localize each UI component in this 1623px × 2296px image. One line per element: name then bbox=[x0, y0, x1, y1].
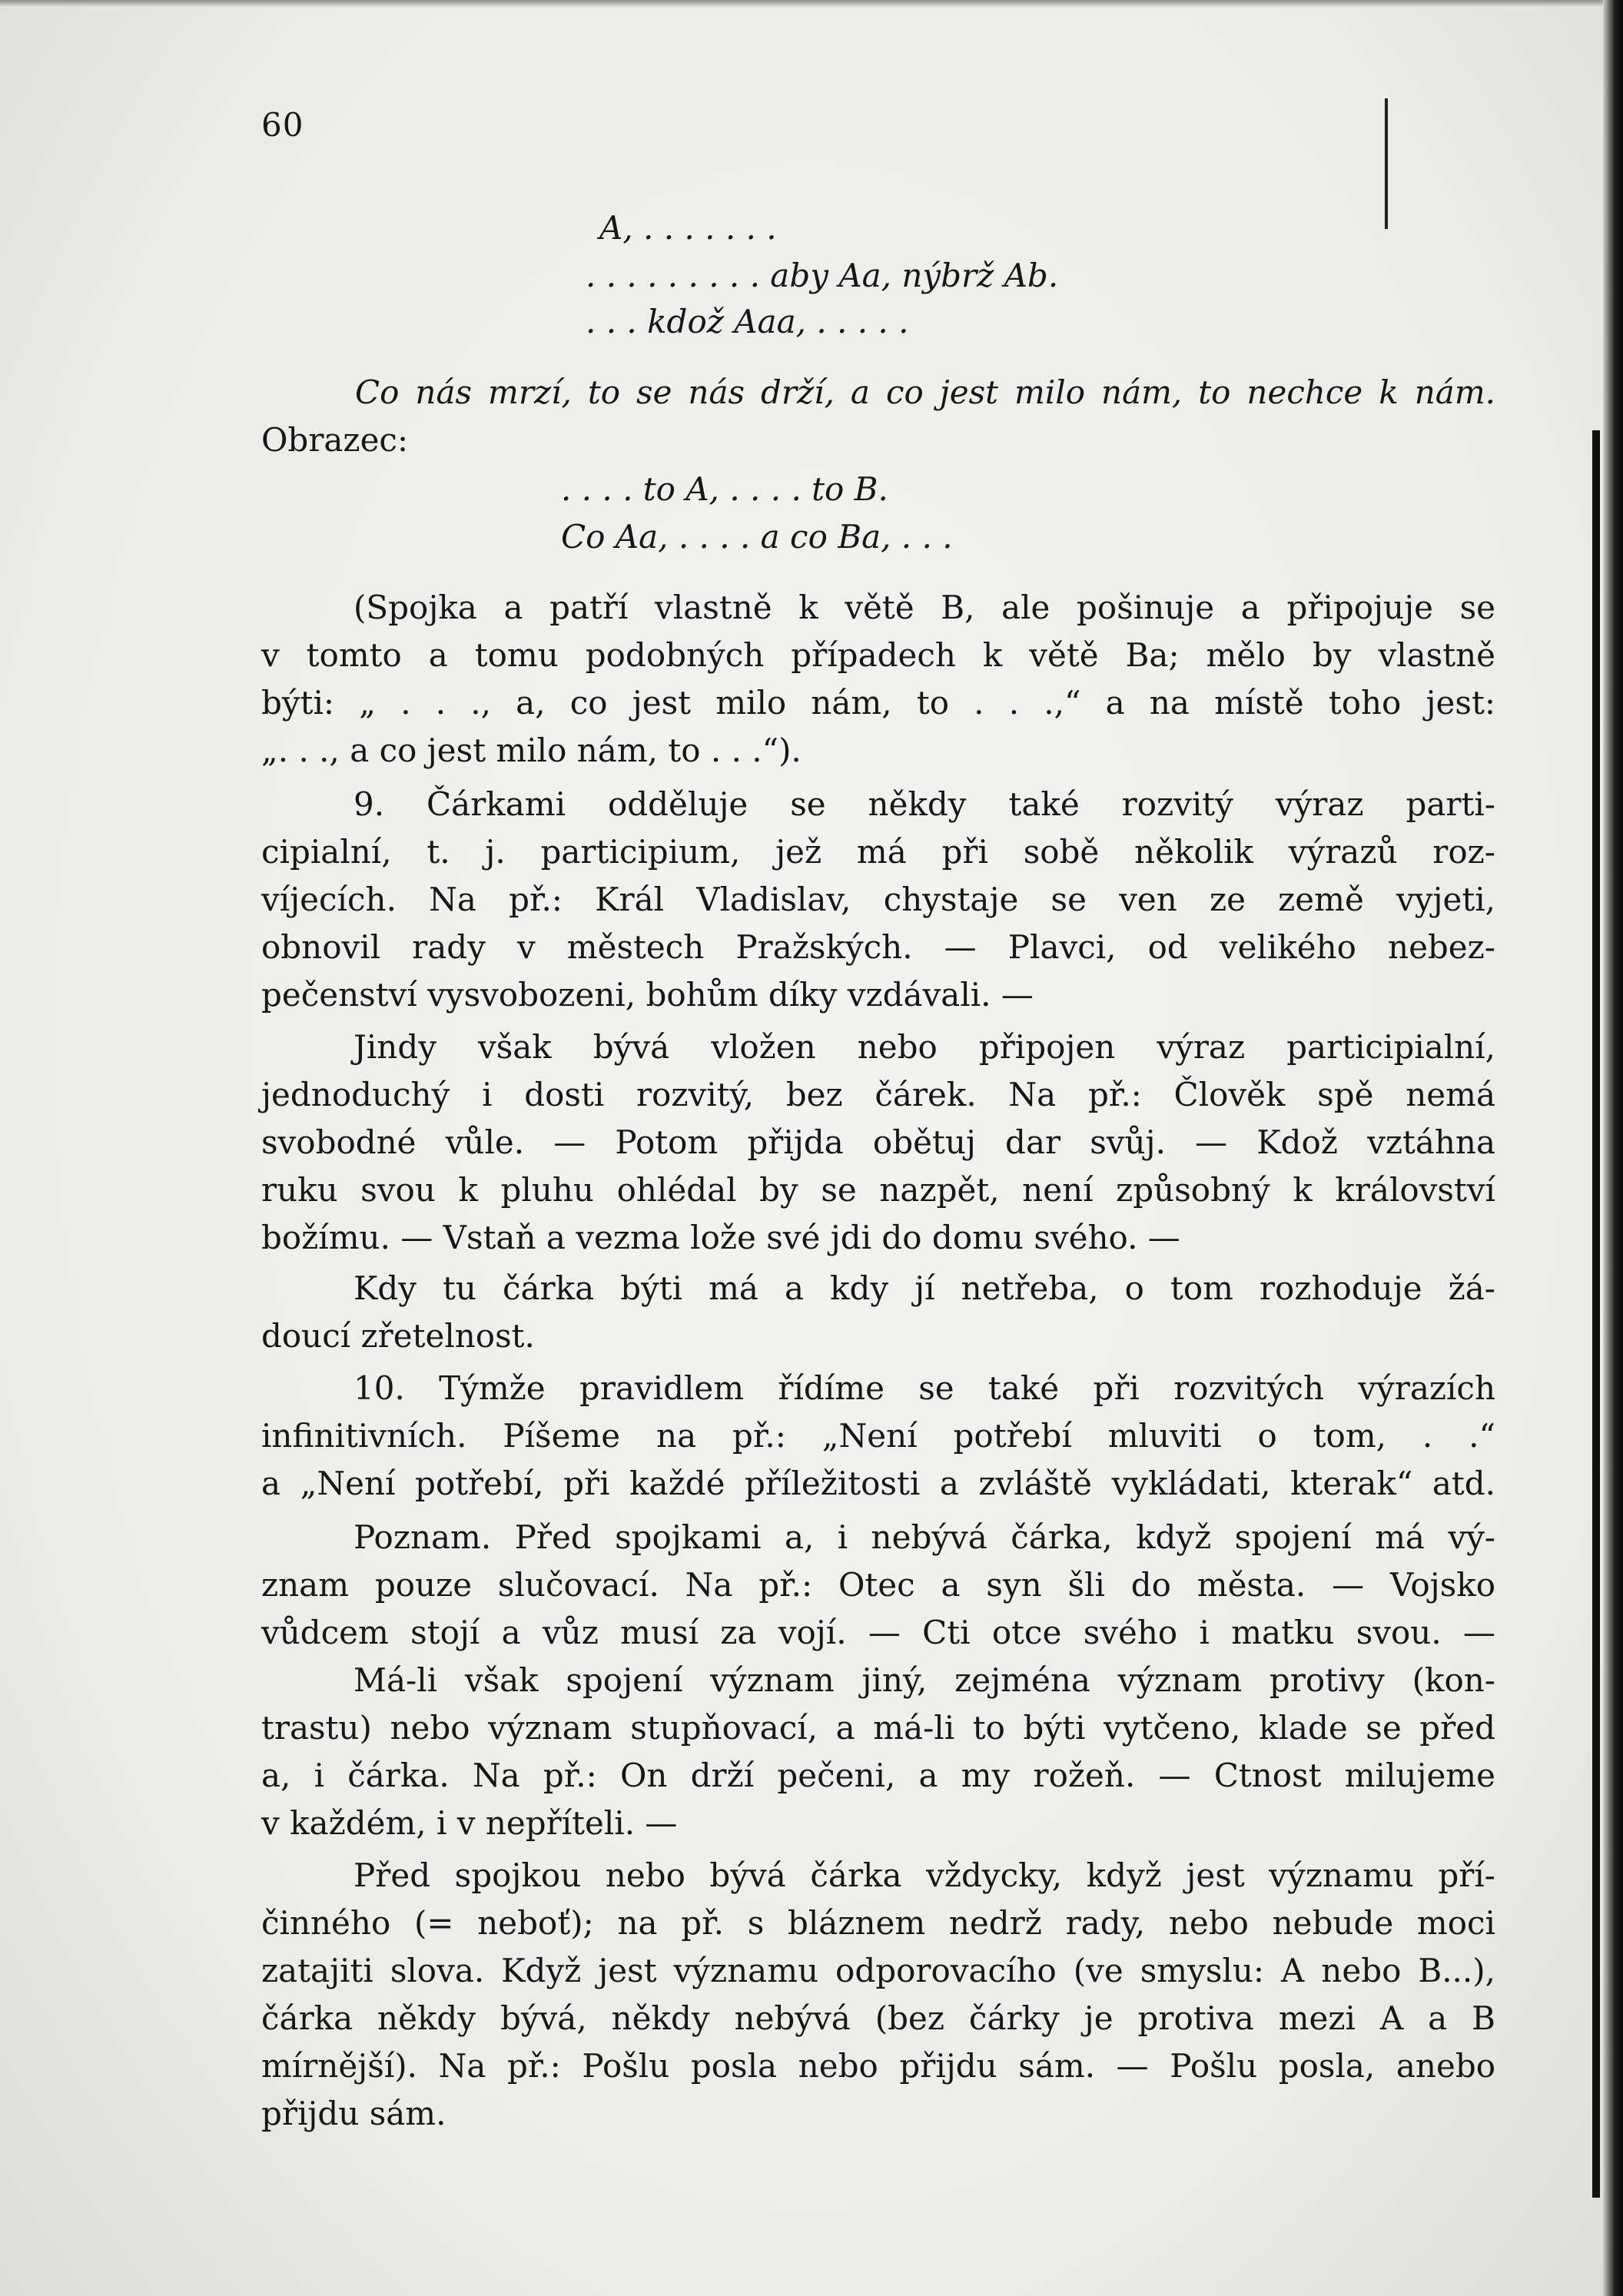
text-line: v tomto a tomu podobných případech k větě Ba; mělo by vlastně bbox=[261, 636, 1495, 674]
note-line: Má-li však spojení význam jiný, zejména význam protivy (kon- bbox=[353, 1661, 1495, 1699]
text-line: ruku svou k pluhu ohlédal by se nazpět, není způsobný k království bbox=[261, 1171, 1495, 1209]
note-line: přijdu sám. bbox=[261, 2095, 446, 2132]
note-line: čárka někdy bývá, někdy nebývá (bez čárky je protiva mezi A a B bbox=[261, 1999, 1495, 2037]
note-line: a, i čárka. Na př.: On drží pečeni, a my rožeň. — Ctnost milujeme bbox=[261, 1757, 1495, 1794]
text-line: svobodné vůle. — Potom přijda obětuj dar svůj. — Kdož vztáhna bbox=[261, 1123, 1495, 1161]
binding-shadow bbox=[1592, 430, 1600, 2198]
proverb-line: Co nás mrzí, to se nás drží, a co jest milo nám, to nechce k nám. bbox=[355, 373, 1495, 411]
text-line: božímu. — Vstaň a vezma lože své jdi do domu svého. — bbox=[261, 1219, 1180, 1256]
note-line: trastu) nebo význam stupňovací, a má-li to býti vytčeno, klade se před bbox=[261, 1709, 1495, 1747]
schema-line: . . . . . . . . . aby Aa, nýbrž Ab. bbox=[586, 257, 1059, 294]
margin-mark bbox=[1385, 98, 1388, 229]
text-line: doucí zřetelnost. bbox=[261, 1317, 535, 1355]
text-line: obnovil rady v městech Pražských. — Plavci, od velikého nebez- bbox=[261, 928, 1495, 966]
schema-line: Co Aa, . . . . a co Ba, . . . bbox=[561, 518, 953, 556]
text-line: víjecích. Na př.: Král Vladislav, chystaje se ven ze země vyjeti, bbox=[261, 881, 1495, 918]
note-line: mírnější). Na př.: Pošlu posla nebo přijdu sám. — Pošlu posla, anebo bbox=[261, 2047, 1495, 2085]
text-line: býti: „ . . ., a, co jest milo nám, to . . .,“ a na místě toho jest: bbox=[261, 684, 1495, 722]
note-line: Před spojkou nebo bývá čárka vždycky, když jest významu pří- bbox=[353, 1856, 1495, 1894]
text-line: 10. Týmže pravidlem řídíme se také při rozvitých výrazích bbox=[353, 1369, 1495, 1407]
text-line: Obrazec: bbox=[261, 421, 409, 459]
text-line: cipialní, t. j. participium, jež má při sobě několik výrazů roz- bbox=[261, 833, 1495, 871]
text-line: „. . ., a co jest milo nám, to . . .“). bbox=[261, 732, 802, 769]
note-line: Poznam. Před spojkami a, i nebývá čárka, když spojení má vý- bbox=[353, 1518, 1495, 1556]
schema-line: . . . kdož Aaa, . . . . . bbox=[586, 303, 909, 340]
text-line: infinitivních. Píšeme na př.: „Není potřebí mluviti o tom, . .“ bbox=[261, 1417, 1495, 1455]
schema-line: . . . . to A, . . . . to B. bbox=[561, 470, 888, 508]
text-line: 9. Čárkami odděluje se někdy také rozvitý výraz parti- bbox=[353, 785, 1495, 823]
scan-top-edge bbox=[0, 0, 1623, 8]
note-line: činného (= neboť); na př. s bláznem nedrž rady, nebo nebude moci bbox=[261, 1904, 1495, 1942]
note-line: vůdcem stojí a vůz musí za vojí. — Cti otce svého i matku svou. — bbox=[261, 1614, 1495, 1651]
text-line: Kdy tu čárka býti má a kdy jí netřeba, o tom rozhoduje žá- bbox=[353, 1269, 1495, 1307]
text-line: Jindy však bývá vložen nebo připojen výraz participialní, bbox=[353, 1028, 1495, 1066]
note-line: v každém, i v nepříteli. — bbox=[261, 1804, 678, 1842]
text-line: jednoduchý i dosti rozvitý, bez čárek. Na př.: Člověk spě nemá bbox=[261, 1076, 1495, 1113]
text-line: (Spojka a patří vlastně k větě B, ale pošinuje a připojuje se bbox=[353, 589, 1495, 626]
note-line: zatajiti slova. Když jest významu odporovacího (ve smyslu: A nebo B...), bbox=[261, 1952, 1495, 1989]
text-line: pečenství vysvobozeni, bohům díky vzdávali. — bbox=[261, 976, 1034, 1014]
note-line: znam pouze slučovací. Na př.: Otec a syn šli do města. — Vojsko bbox=[261, 1566, 1495, 1604]
page-number: 60 bbox=[261, 106, 304, 144]
schema-line: A, . . . . . . . bbox=[599, 209, 777, 247]
scan-right-edge bbox=[1603, 0, 1623, 2296]
text-line: a „Není potřebí, při každé příležitosti a zvláště vykládati, kterak“ atd. bbox=[261, 1465, 1495, 1502]
